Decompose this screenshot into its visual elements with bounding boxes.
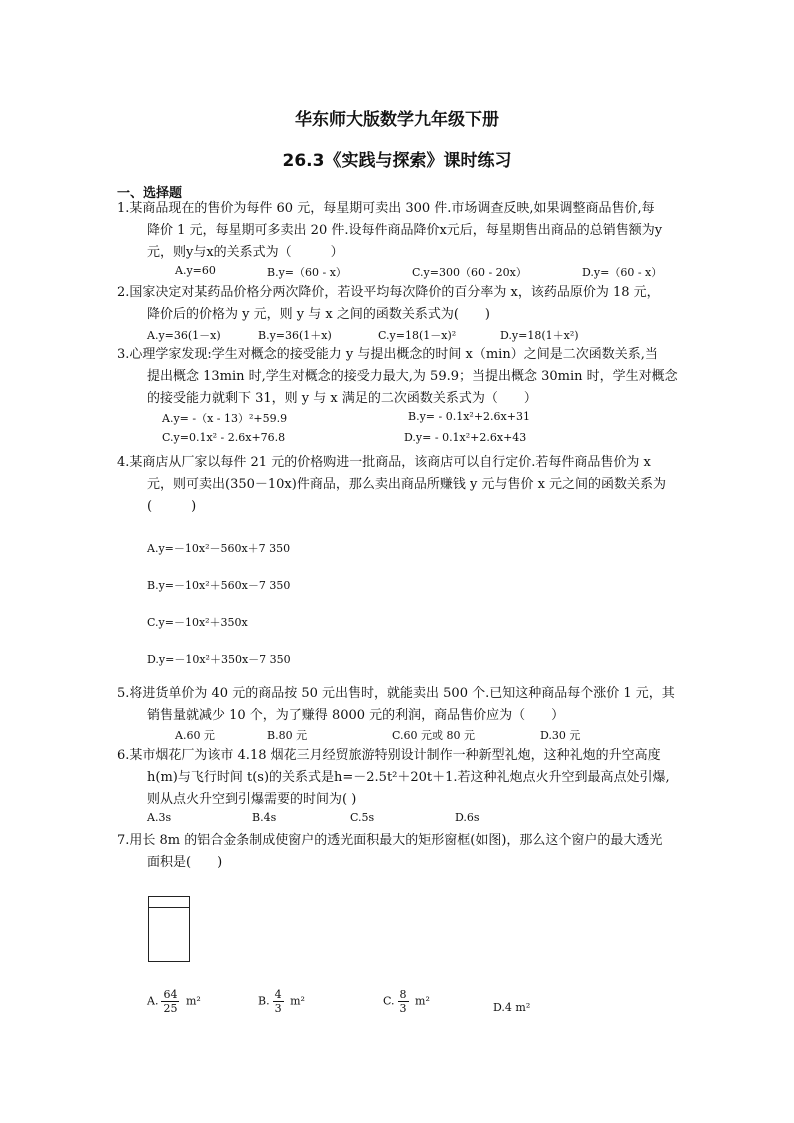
option-a-label: A.: [147, 994, 159, 1008]
question-4-line-2: 元，则可卖出(350－10x)件商品，那么卖出商品所赚钱 y 元与售价 x 元之间的函数关系为: [147, 477, 667, 492]
rectangular-window-frame-figure: [148, 896, 190, 962]
question-3: [117, 344, 702, 410]
option-c-numerator: 8: [399, 988, 407, 1001]
question-3-line-1: 3.心理学家发现:学生对概念的接受能力 y 与提出概念的时间 x（min）之间是二次函数关系,当: [117, 347, 658, 362]
option-a-denominator: 25: [163, 1002, 178, 1015]
question-4-option-d: D.y=－10x²＋350x－7 350: [147, 653, 291, 666]
question-5-option-c: C.60 元或 80 元: [392, 729, 476, 742]
option-c-label: C.: [383, 994, 395, 1008]
question-3-option-d: D.y= - 0.1x²+2.6x+43: [404, 431, 527, 444]
question-2-option-a: A.y=36(1－x): [147, 329, 221, 342]
question-4-option-a: A.y=－10x²－560x＋7 350: [147, 542, 291, 555]
question-1: [117, 198, 702, 264]
question-1-line-1: 1.某商品现在的售价为每件 60 元，每星期可卖出 300 件.市场调查反映,如果调整商品售价,每: [117, 201, 655, 216]
question-7-line-2: 面积是( ): [147, 855, 223, 870]
question-5-line-2: 销售量就减少 10 个，为了赚得 8000 元的利润，商品售价应为（ ）: [147, 708, 565, 723]
question-2-option-c: C.y=18(1－x)²: [378, 329, 457, 342]
option-b-numerator: 4: [274, 988, 282, 1001]
question-7: [117, 830, 702, 874]
question-1-line-3: 元，则y与x的关系式为（ ）: [147, 245, 344, 260]
question-3-option-b: B.y= - 0.1x²+2.6x+31: [408, 410, 530, 423]
question-2-line-2: 降价后的价格为 y 元，则 y 与 x 之间的函数关系式为( ): [147, 307, 490, 322]
question-5-line-1: 5.将进货单价为 40 元的商品按 50 元出售时，就能卖出 500 个.已知这种商品每个涨价 1 元，其: [117, 686, 675, 701]
question-1-option-b: B.y=（60 - x）: [267, 266, 347, 279]
question-5: [117, 683, 702, 727]
question-6-option-c: C.5s: [350, 811, 375, 824]
question-6: [117, 745, 702, 811]
question-5-option-a: A.60 元: [175, 729, 215, 742]
question-1-option-d: D.y=（60 - x）: [582, 266, 663, 279]
question-4-line-1: 4.某商店从厂家以每件 21 元的价格购进一批商品，该商店可以自行定价.若每件商品售价为 x: [117, 455, 651, 470]
question-2-option-d: D.y=18(1＋x²): [500, 329, 579, 342]
question-3-line-2: 提出概念 13min 时,学生对概念的接受力最大,为 59.9；当提出概念 30min 时，学生对概念: [147, 369, 678, 384]
question-6-option-b: B.4s: [252, 811, 277, 824]
option-a-numerator: 64: [163, 988, 178, 1001]
question-4: [117, 452, 702, 518]
option-b-denominator: 3: [274, 1002, 282, 1015]
question-5-option-d: D.30 元: [540, 729, 581, 742]
document-title: 华东师大版数学九年级下册: [295, 110, 499, 130]
question-6-option-d: D.6s: [455, 811, 480, 824]
question-6-line-3: 则从点火升空到引爆需要的时间为( ): [147, 792, 357, 807]
question-4-option-b: B.y=－10x²＋560x－7 350: [147, 579, 291, 592]
option-a-fraction: [161, 988, 179, 1015]
question-1-option-a: A.y=60: [175, 264, 216, 277]
question-3-option-c: C.y=0.1x² - 2.6x+76.8: [162, 431, 286, 444]
question-4-option-c: C.y=－10x²＋350x: [147, 616, 248, 629]
option-b-fraction: [273, 988, 284, 1015]
question-3-line-3: 的接受能力就剩下 31，则 y 与 x 满足的二次函数关系式为（ ）: [147, 391, 537, 406]
question-6-option-a: A.3s: [147, 811, 172, 824]
question-1-option-c: C.y=300（60 - 20x）: [412, 266, 527, 279]
question-5-option-b: B.80 元: [267, 729, 308, 742]
option-c-unit: m²: [415, 994, 430, 1008]
question-7-option-b: [258, 988, 305, 1015]
window-frame-crossbar: [149, 907, 189, 908]
question-7-option-c: [383, 988, 430, 1015]
option-c-fraction: [398, 988, 409, 1015]
question-2-option-b: B.y=36(1＋x): [258, 329, 332, 342]
section-heading: 一、选择题: [117, 186, 183, 201]
question-1-line-2: 降价 1 元，每星期可多卖出 20 件.设每件商品降价x元后，每星期售出商品的总销售额为y: [147, 223, 663, 238]
document-subtitle: 26.3《实践与探索》课时练习: [282, 151, 512, 171]
option-a-unit: m²: [185, 994, 201, 1008]
question-3-option-a: A.y= -（x - 13）²+59.9: [162, 412, 288, 425]
option-b-unit: m²: [290, 994, 305, 1008]
option-b-label: B.: [258, 994, 270, 1008]
question-7-option-d: D.4 m²: [493, 1001, 531, 1014]
question-4-line-3: ( ): [147, 499, 197, 514]
question-7-option-a: [147, 988, 201, 1015]
question-2-line-1: 2.国家决定对某药品价格分两次降价，若设平均每次降价的百分率为 x，该药品原价为 18 元，: [117, 285, 660, 300]
question-6-line-2: h(m)与飞行时间 t(s)的关系式是h=－2.5t²＋20t＋1.若这种礼炮点火升空到最高点处引爆,: [147, 770, 670, 785]
question-2: [117, 282, 702, 326]
question-7-line-1: 7.用长 8m 的铝合金条制成使窗户的透光面积最大的矩形窗框(如图)，那么这个窗户的最大透光: [117, 833, 663, 848]
question-6-line-1: 6.某市烟花厂为该市 4.18 烟花三月经贸旅游特别设计制作一种新型礼炮，这种礼炮的升空高度: [117, 748, 661, 763]
option-c-denominator: 3: [399, 1002, 407, 1015]
